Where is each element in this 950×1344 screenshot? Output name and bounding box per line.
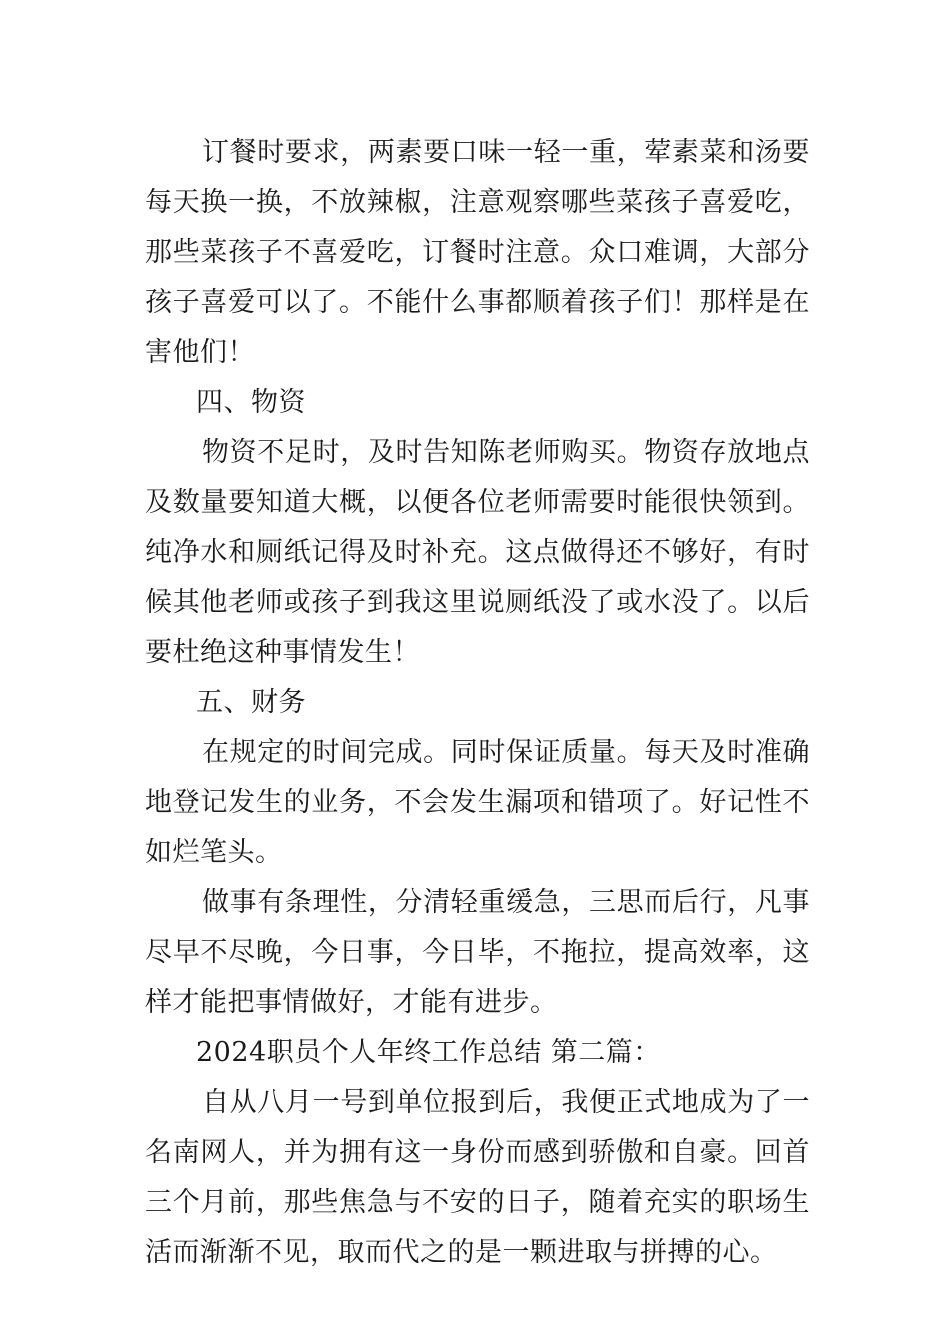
paragraph-finance: 在规定的时间完成。同时保证质量。每天及时准确地登记发生的业务，不会发生漏项和错项了。好记性不如烂笔头。 [145,737,810,868]
section-heading-second-article: 2024职员个人年终工作总结 第二篇： [196,1037,661,1068]
paragraph-ordering-requirements: 订餐时要求，两素要口味一轻一重，荤素菜和汤要每天换一换，不放辣椒，注意观察哪些菜孩子喜爱吃，那些菜孩子不喜爱吃，订餐时注意。众口难调，大部分孩子喜爱可以了。不能什么事都顺着孩子们！那样是在害他们！ [145,137,810,368]
paragraph-work-habits: 做事有条理性，分清轻重缓急，三思而后行，凡事尽早不尽晚，今日事，今日毕，不拖拉，提高效率，这样才能把事情做好，才能有进步。 [145,887,810,1018]
document-body [145,128,810,1278]
paragraph-second-article-intro: 自从八月一号到单位报到后，我便正式地成为了一名南网人，并为拥有这一身份而感到骄傲和自豪。回首三个月前，那些焦急与不安的日子，随着充实的职场生活而渐渐不见，取而代之的是一颗进取与拼搏的心。 [145,1087,810,1268]
section-heading-supplies: 四、物资 [196,387,306,418]
paragraph-supplies: 物资不足时，及时告知陈老师购买。物资存放地点及数量要知道大概，以便各位老师需要时能很快领到。纯净水和厕纸记得及时补充。这点做得还不够好，有时候其他老师或孩子到我这里说厕纸没了或水没了。以后要杜绝这种事情发生！ [145,437,810,668]
section-heading-finance: 五、财务 [196,687,306,718]
